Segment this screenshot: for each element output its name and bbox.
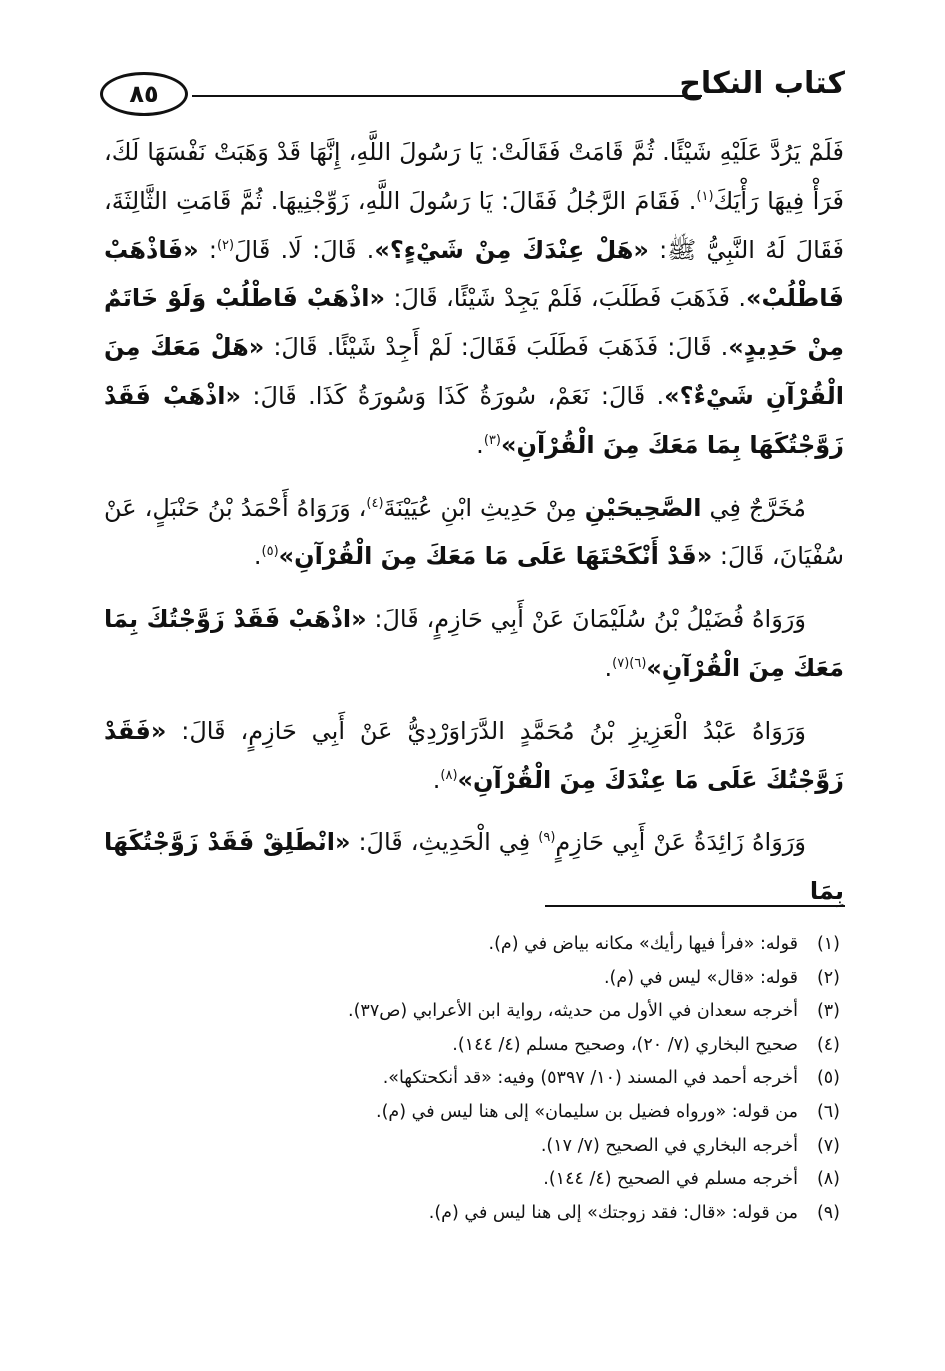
text-run: مُخَرَّجٌ فِي xyxy=(701,493,806,522)
footnote-item xyxy=(200,928,840,962)
text-run: . xyxy=(253,542,262,571)
hadith-quote: «هَلْ عِنْدَكَ مِنْ شَيْءٍ؟» xyxy=(374,235,649,264)
footnote-text: أخرجه مسلم في الصحيح (٤/ ١٤٤). xyxy=(543,1169,798,1190)
page-header xyxy=(100,64,845,126)
footnote-text: من قوله: «قال: فقد زوجتك» إلى هنا ليس في (م). xyxy=(428,1202,798,1223)
text-run: . قَالَ: لَا. قَالَ xyxy=(234,235,375,264)
book-title: كتاب النكاح xyxy=(679,66,845,101)
hadith-quote: «فَاذْهَبْ فَاطْلُبْ» xyxy=(104,235,844,313)
footnote-text: أخرجه أحمد في المسند (١٠/ ٥٣٩٧) وفيه: «قد أنكحتكها». xyxy=(382,1068,798,1089)
text-run: . قَالَ: نَعَمْ، سُورَةُ كَذَا وَسُورَةُ كَذَا. قَالَ: xyxy=(241,381,665,410)
footnote-number: (٢) xyxy=(816,967,840,988)
footnote-item xyxy=(200,995,840,1029)
footnote-number: (٣) xyxy=(816,1001,840,1022)
footnote-ref: (٨) xyxy=(440,767,458,783)
footnote-ref: (٦)(٧) xyxy=(612,655,647,671)
footnote-text: أخرجه سعدان في الأول من حديثه، رواية ابن الأعرابي (ص٣٧). xyxy=(348,1001,798,1022)
paragraph-4 xyxy=(104,707,844,805)
footnote-number: (٨) xyxy=(816,1169,840,1190)
footnote-item xyxy=(200,1163,840,1197)
footnote-number: (٦) xyxy=(816,1101,840,1122)
footnote-ref: (٣) xyxy=(483,432,501,448)
text-run: وَرَوَاهُ زَائِدَةُ عَنْ أَبِي حَازِمٍ xyxy=(555,828,806,857)
text-run: ، وَرَوَاهُ أَحْمَدُ بْنُ حَنْبَلٍ، عَنْ سُفْيَانَ، قَالَ: xyxy=(104,493,844,571)
main-text xyxy=(104,128,844,916)
footnote-number: (١) xyxy=(816,934,840,954)
footnote-text: قوله: «قال» ليس في (م). xyxy=(603,967,798,988)
hadith-quote: «اذْهَبْ فَاطْلُبْ وَلَوْ خَاتَمٌ مِنْ حَدِيدٍ» xyxy=(104,284,844,362)
paragraph-5 xyxy=(104,818,844,916)
footnote-ref: (٩) xyxy=(538,830,556,846)
text-run: فَلَمْ يَرُدَّ عَلَيْهِ شَيْئًا. ثُمَّ قَامَتْ فَقَالَتْ: يَا رَسُولَ اللَّهِ، إِنَّهَا قَدْ وَهَبَتْ نَفْسَهَا لَكَ، فَرَأْ فِيهَا رَأْيَكَ xyxy=(104,138,844,215)
paragraph-1 xyxy=(104,128,844,470)
footnote-item xyxy=(200,1062,840,1096)
paragraph-3 xyxy=(104,595,844,693)
hadith-quote: «فَقَدْ زَوَّجْتُكَ عَلَى مَا عِنْدَكَ مِنَ الْقُرْآنِ» xyxy=(104,716,844,794)
footnote-number: (٧) xyxy=(816,1135,840,1156)
footnote-text: من قوله: «ورواه فضيل بن سليمان» إلى هنا ليس في (م). xyxy=(376,1101,798,1122)
header-rule xyxy=(192,95,702,97)
footnote-ref: (١) xyxy=(696,188,714,204)
book-reference: الصَّحِيحَيْنِ xyxy=(584,493,702,522)
text-run: وَرَوَاهُ عَبْدُ الْعَزِيزِ بْنُ مُحَمَّدٍ الدَّرَاوَرْدِيُّ عَنْ أَبِي حَازِمٍ، قَالَ: xyxy=(166,716,806,745)
hadith-quote: «هَلْ مَعَكَ مِنَ الْقُرْآنِ شَيْءٌ؟» xyxy=(104,333,844,410)
page-number: ٨٥ xyxy=(100,72,188,116)
footnote-number: (٩) xyxy=(816,1202,840,1223)
hadith-quote: «اذْهَبْ فَقَدْ زَوَّجْتُكَ بِمَا مَعَكَ مِنَ الْقُرْآنِ» xyxy=(104,605,844,682)
footnote-text: قوله: «فرأ فيها رأيك» مكانه بياض في (م). xyxy=(488,934,798,954)
hadith-quote: «انْطَلِقْ فَقَدْ زَوَّجْتُكَهَا بِمَا xyxy=(104,828,844,906)
text-run: . فَذَهَبَ فَطَلَبَ، فَلَمْ يَجِدْ شَيْئًا، قَالَ: xyxy=(385,284,746,313)
text-run: فِي الْحَدِيثِ، قَالَ: xyxy=(350,828,539,857)
hadith-quote: «اذْهَبْ فَقَدْ زَوَّجْتُكَهَا بِمَا مَعَكَ مِنَ الْقُرْآنِ» xyxy=(104,381,844,459)
footnote-item xyxy=(200,1130,840,1164)
footnote-number: (٥) xyxy=(816,1068,840,1089)
footnote-separator xyxy=(545,905,845,907)
text-run: . فَقَامَ الرَّجُلُ فَقَالَ: يَا رَسُولَ اللَّهِ، زَوِّجْنِيهَا. ثُمَّ قَامَتِ الثَّالِثَةَ، فَقَالَ لَهُ النَّبِيُّ ﷺ: xyxy=(104,186,845,264)
footnote-text: صحيح البخاري (٧/ ٢٠)، وصحيح مسلم (٤/ ١٤٤). xyxy=(452,1034,798,1055)
text-run: . xyxy=(432,765,441,794)
footnote-text: أخرجه البخاري في الصحيح (٧/ ١٧). xyxy=(540,1135,798,1156)
footnote-item xyxy=(200,1029,840,1063)
text-run: مِنْ حَدِيثِ ابْنِ عُيَيْنَةَ xyxy=(383,493,585,522)
footnote-item xyxy=(200,1096,840,1130)
hadith-quote: «قَدْ أَنْكَحْتَهَا عَلَى مَا مَعَكَ مِنَ الْقُرْآنِ» xyxy=(278,542,713,571)
text-run: . xyxy=(604,653,613,682)
text-run: وَرَوَاهُ فُضَيْلُ بْنُ سُلَيْمَانَ عَنْ أَبِي حَازِمٍ، قَالَ: xyxy=(366,605,806,634)
footnotes-list xyxy=(200,928,840,1230)
text-run: . xyxy=(476,430,484,459)
text-run: : xyxy=(198,235,217,264)
text-run: . قَالَ: فَذَهَبَ فَطَلَبَ فَقَالَ: لَمْ أَجِدْ شَيْئًا. قَالَ: xyxy=(264,333,729,362)
footnote-item xyxy=(200,1197,840,1231)
footnote-ref: (٢) xyxy=(216,237,235,253)
footnote-item xyxy=(200,962,840,996)
paragraph-2 xyxy=(104,484,844,582)
footnote-number: (٤) xyxy=(816,1034,840,1055)
footnote-ref: (٤) xyxy=(366,495,384,511)
footnote-ref: (٥) xyxy=(261,544,279,560)
